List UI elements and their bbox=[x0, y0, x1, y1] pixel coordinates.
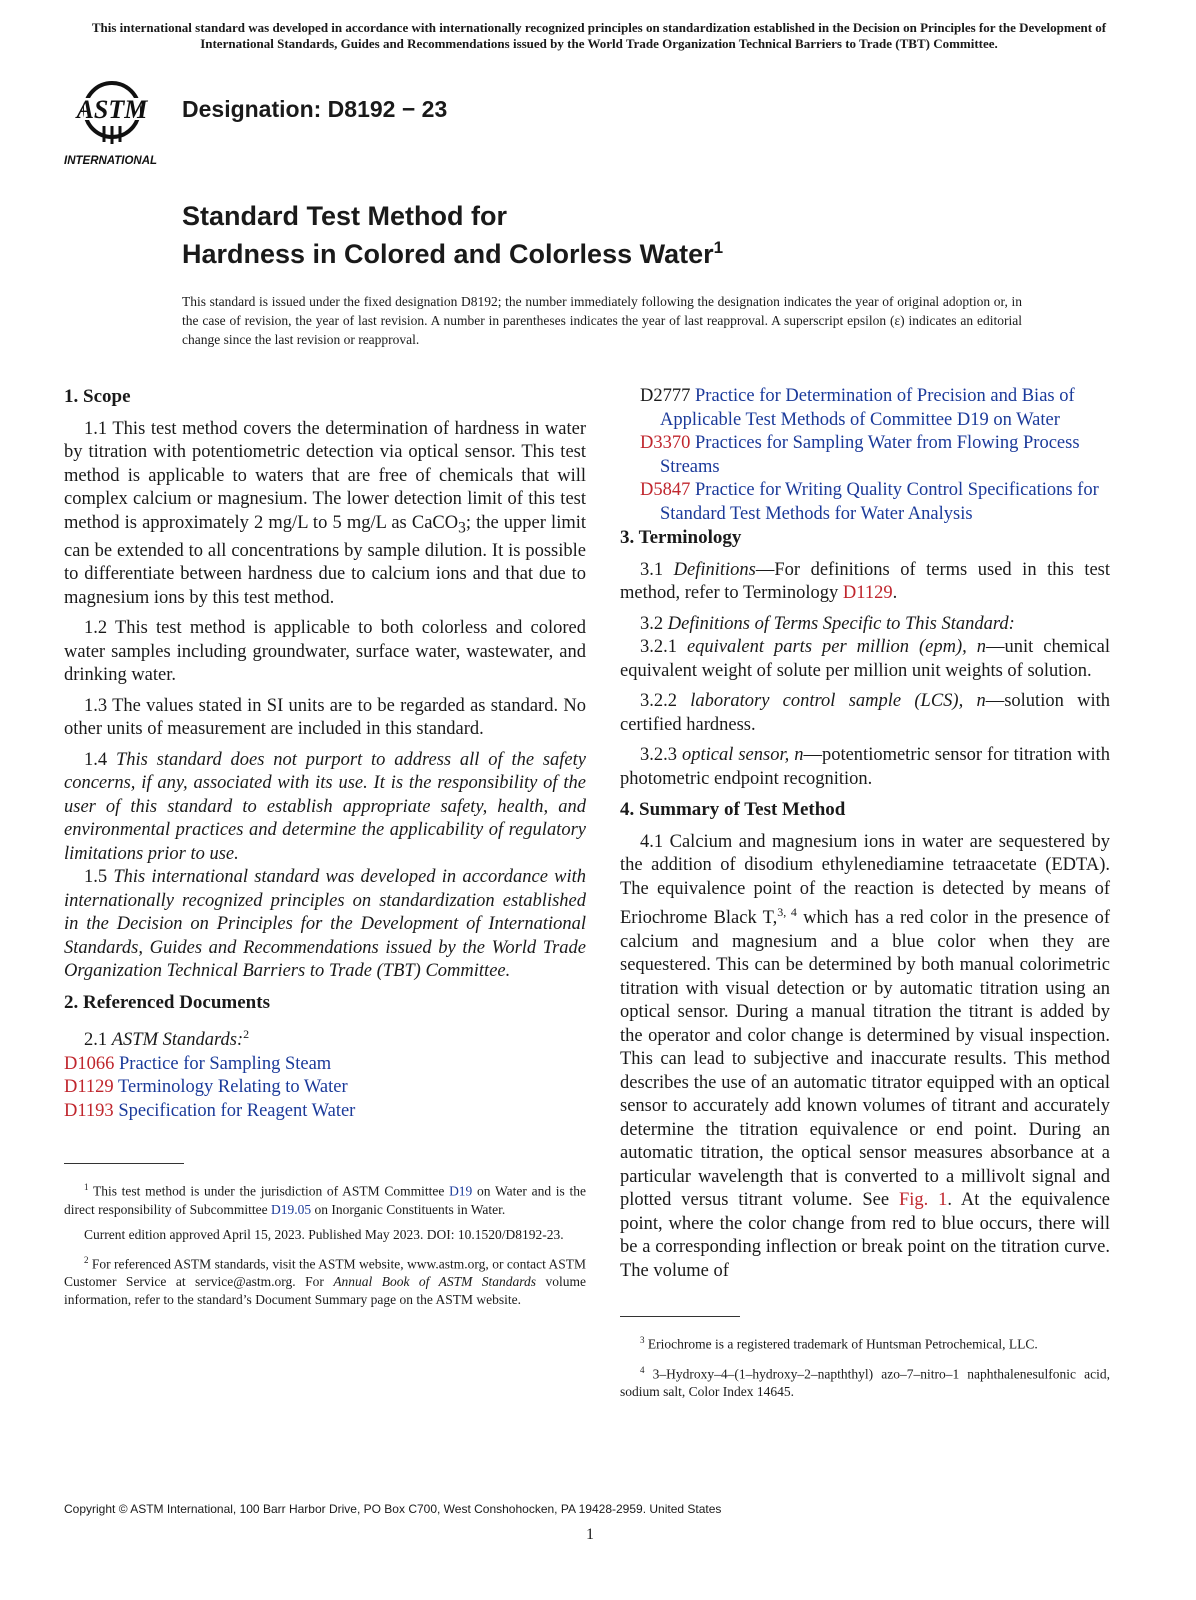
footnote-3: $^3$ Eriochrome is a registered trademark of Huntsman Petrochemical, LLC. bbox=[640, 1335, 1038, 1352]
para-3-2-2: 3.2.2 laboratory control sample (LCS), n—solution with certified hardness. bbox=[620, 691, 1110, 735]
para-3-1: 3.1 Definitions—For definitions of terms used in this test method, refer to Terminology D1129. bbox=[620, 559, 1111, 603]
footnote-1-edition: Current edition approved April 15, 2023. Published May 2023. DOI: 10.1520/D8192-23. bbox=[84, 1226, 564, 1242]
title-line-1: Standard Test Method for bbox=[182, 201, 508, 231]
summary-heading: 4. Summary of Test Method bbox=[620, 799, 846, 820]
footnote-2: $^2$ For referenced ASTM standards, visit the ASTM website, www.astm.org, or contact ASTM Customer Service at service@astm.org. For Annual Book of ASTM Standards volume information, refer to the standard’s Document Summary page on the ASTM website. bbox=[64, 1254, 586, 1308]
para-3-2-1: 3.2.1 equivalent parts per million (epm), n—unit chemical equivalent weight of solute per million unit weights of solution. bbox=[620, 637, 1110, 681]
logo-text: ASTM bbox=[76, 95, 148, 124]
footnote-link-d19[interactable]: D19 bbox=[449, 1183, 473, 1199]
tbt-banner: This international standard was developed in accordance with internationally recognized principles on standardization established in the Decision on Principles for the Development of International Standards, Guides and Recommendations issued by the World Trade Organization Technical Barriers to Trade (TBT) Committee. bbox=[91, 20, 1107, 51]
copyright-notice: Copyright © ASTM International, 100 Barr Harbor Drive, PO Box C700, West Conshohocken, PA 19428-2959. United States bbox=[64, 1502, 722, 1516]
designation: Designation: D8192 − 23 bbox=[182, 96, 448, 122]
referenced-heading: 2. Referenced Documents bbox=[64, 991, 270, 1013]
left-column bbox=[64, 385, 586, 1316]
para-1-3: 1.3 The values stated in SI units are to be regarded as standard. No other units of measurement are included in this standard. bbox=[64, 695, 586, 740]
page-number: 1 bbox=[586, 1526, 594, 1543]
ref-item-d5847[interactable]: D5847 Practice for Writing Quality Control Specifications for Standard Test Methods for Water Analysis bbox=[640, 480, 1099, 524]
para-1-4: 1.4 This standard does not purport to address all of the safety concerns, if any, associated with its use. It is the responsibility of the user of this standard to establish appropriate safety, health, and environmental practices and determine the applicability of regulatory limitations prior to use. bbox=[64, 749, 586, 864]
para-1-1: 1.1 This test method covers the determination of hardness in water by titration with potentiometric detection via optical sensor. This test method is applicable to waters that are free of chemicals that will complex calcium or magnesium. The lower detection limit of this test method is approximately 2 mg/L to 5 mg/L as CaCO$_3$; the upper limit can be extended to all concentrations by sample dilution. It is possible to differentiate between hardness due to calcium ions and that due to magnesium ions by this test method. bbox=[64, 418, 587, 608]
para-1-2: 1.2 This test method is applicable to both colorless and colored water samples including groundwater, surface water, wastewater, and drinking water. bbox=[64, 618, 586, 686]
footnote-link-d19-05[interactable]: D19.05 bbox=[270, 1201, 312, 1217]
para-1-5: 1.5 This international standard was developed in accordance with internationally recognized principles on standardization established in the Decision on Principles for the Development of International Standards, Guides and Recommendations issued by the World Trade Organization Technical Barriers to Trade (TBT) Committee. bbox=[64, 867, 587, 982]
title-line-2: Hardness in Colored and Colorless Water bbox=[182, 239, 714, 269]
terminology-heading: 3. Terminology bbox=[620, 527, 742, 548]
ref-item-d2777[interactable]: D2777 Practice for Determination of Precision and Bias of Applicable Test Methods of Committee D19 on Water bbox=[640, 386, 1075, 430]
link-fig-1[interactable]: Fig. 1 bbox=[898, 1190, 948, 1211]
document-title bbox=[182, 200, 723, 270]
para-3-2: 3.2 Definitions of Terms Specific to This Standard: bbox=[640, 613, 1015, 634]
issuance-note: This standard is issued under the fixed designation D8192; the number immediately following the designation indicates the year of original adoption or, in the case of revision, the year of last revision. A number in parentheses indicates the year of last reapproval. A superscript epsilon (ε) indicates an editorial change since the last revision or reapproval. bbox=[182, 294, 1022, 347]
ref-item-d1193[interactable]: D1193 Specification for Reagent Water bbox=[64, 1100, 356, 1121]
logo-subtext: INTERNATIONAL bbox=[64, 155, 158, 167]
scope-heading: 1. Scope bbox=[64, 386, 131, 407]
ref-item-d1129[interactable]: D1129 Terminology Relating to Water bbox=[64, 1077, 348, 1098]
astm-logo bbox=[62, 70, 170, 170]
footnote-1: $^1$ This test method is under the jurisdiction of ASTM Committee D19 on Water and is the direct responsibility of Subcommittee D19.05 on Inorganic Constituents in Water. bbox=[64, 1182, 587, 1217]
para-3-2-3: 3.2.3 optical sensor, n—potentiometric sensor for titration with photometric endpoint recognition. bbox=[620, 745, 1111, 789]
footnote-4: $^4$ 3–Hydroxy–4–(1–hydroxy–2–napththyl) azo–7–nitro–1 naphthalenesulfonic acid, sodium salt, Color Index 14645. bbox=[620, 1364, 1110, 1400]
link-d1129[interactable]: D1129 bbox=[842, 583, 893, 603]
ref-item-d1066[interactable]: D1066 Practice for Sampling Steam bbox=[64, 1053, 332, 1074]
para-2-1: 2.1 ASTM Standards:$^2$ bbox=[84, 1027, 250, 1051]
right-column bbox=[620, 385, 1110, 1408]
title-footnote-mark: 1 bbox=[713, 238, 724, 257]
ref-item-d3370[interactable]: D3370 Practices for Sampling Water from Flowing Process Streams bbox=[640, 433, 1080, 477]
para-4-1: 4.1 Calcium and magnesium ions in water are sequestered by the addition of disodium ethylenediamine tetraacetate (EDTA). The equivalence point of the reaction is detected by means of Eriochrome Black T,$^{3, 4}$ which has a red color in the presence of calcium and magnesium and a blue color when they are sequestered. This can be determined by both manual colorimetric titration with visual detection or by automatic titration using an optical sensor. During a manual titration the titrant is added by the operator and color change is determined by visual inspection. This can lead to subjective and inaccurate results. This method describes the use of an automatic titrator equipped with an optical sensor to accurately add known volumes of titrant and accurately determine the titration equivalence or end point. During an automatic titration, the optical sensor measures absorbance at a particular wavelength that is converted to a millivolt signal and plotted versus titrant volume. See Fig. 1. At the equivalence point, where the color change from red to blue occurs, there will be a corresponding inflection or break point on the titration curve. The volume of bbox=[620, 831, 1111, 1281]
